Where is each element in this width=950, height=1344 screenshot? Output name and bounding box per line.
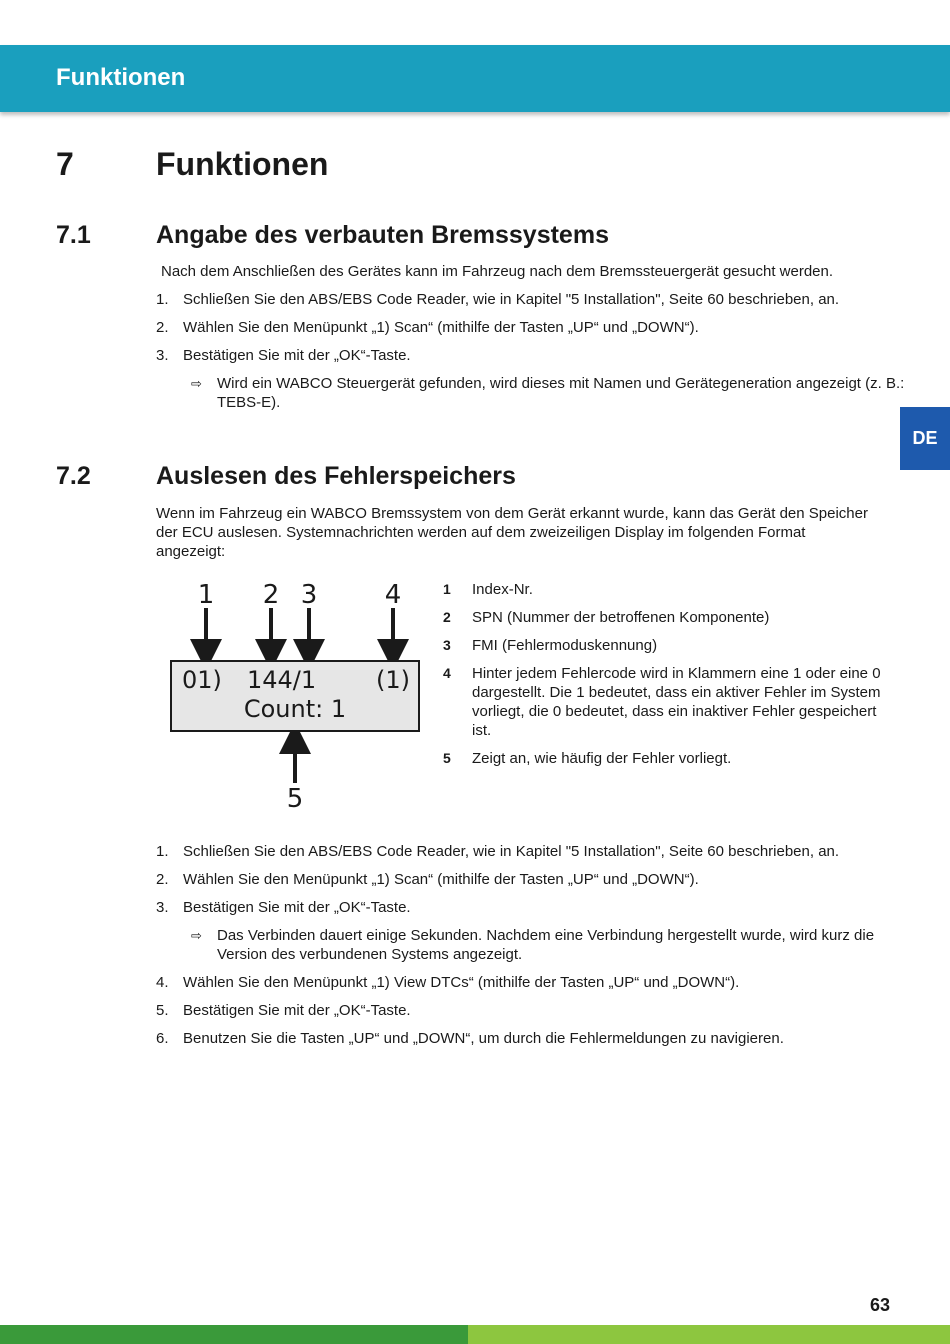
section2-title: Auslesen des Fehlerspeichers bbox=[156, 462, 516, 490]
list-item bbox=[156, 898, 886, 917]
chapter-title: Funktionen bbox=[156, 146, 329, 182]
legend-text: Index-Nr. bbox=[472, 581, 533, 598]
step-number: 1. bbox=[156, 843, 169, 860]
legend-text: Hinter jedem Fehlercode wird in Klammern eine 1 oder eine 0 dargestellt. Die 1 bedeutet, dass ein aktiver Fehler im System vorliegt, die 0 bedeutet, dass ein inaktiver Fehler gespeichert ist. bbox=[472, 665, 881, 739]
legend-number: 5 bbox=[443, 750, 451, 766]
step-number: 5. bbox=[156, 1002, 169, 1019]
legend-text: FMI (Fehlermoduskennung) bbox=[472, 637, 658, 654]
legend-item bbox=[443, 636, 888, 655]
legend-text: Zeigt an, wie häufig der Fehler vorliegt. bbox=[472, 750, 732, 767]
step-number: 2. bbox=[156, 319, 169, 336]
diagram-label-2: 2 bbox=[262, 580, 280, 610]
step-number: 1. bbox=[156, 291, 169, 308]
legend-item bbox=[443, 664, 888, 740]
legend-number: 3 bbox=[443, 637, 451, 653]
result-text: Das Verbinden dauert einige Sekunden. Nachdem eine Verbindung hergestellt wurde, wird kurz die Version des verbundenen Systems angezeigt. bbox=[217, 927, 875, 963]
diagram-legend bbox=[443, 580, 888, 777]
list-item bbox=[156, 973, 886, 992]
section2-intro: Wenn im Fahrzeug ein WABCO Bremssystem von dem Gerät erkannt wurde, kann das Gerät den Speicher der ECU auslesen. Systemnachrichten werden auf dem zweizeiligen Display im folgenden Format angezeigt: bbox=[156, 505, 868, 560]
list-item bbox=[156, 318, 886, 337]
diagram-label-5: 5 bbox=[286, 784, 304, 814]
diagram-label-4: 4 bbox=[384, 580, 402, 610]
display-index: 01) bbox=[182, 666, 222, 694]
step-number: 6. bbox=[156, 1030, 169, 1047]
result-arrow-icon: ⇨ bbox=[191, 376, 202, 391]
step-number: 3. bbox=[156, 899, 169, 916]
header-bar bbox=[0, 45, 950, 112]
page-number: 63 bbox=[870, 1295, 891, 1315]
step-text: Wählen Sie den Menüpunkt „1) View DTCs“ (mithilfe der Tasten „UP“ und „DOWN“). bbox=[183, 974, 740, 991]
step-text: Wählen Sie den Menüpunkt „1) Scan“ (mithilfe der Tasten „UP“ und „DOWN“). bbox=[183, 871, 699, 888]
display-count: Count: 1 bbox=[243, 695, 347, 723]
legend-item bbox=[443, 608, 888, 627]
language-tab[interactable]: DE bbox=[900, 407, 950, 470]
section1-title: Angabe des verbauten Bremssystems bbox=[156, 221, 609, 249]
display-code: 144/1 bbox=[247, 666, 317, 694]
result-arrow-icon: ⇨ bbox=[191, 928, 202, 943]
step-text: Bestätigen Sie mit der „OK“-Taste. bbox=[183, 899, 411, 916]
header-title: Funktionen bbox=[56, 64, 186, 91]
legend-number: 1 bbox=[443, 581, 451, 597]
step-text: Schließen Sie den ABS/EBS Code Reader, wie in Kapitel "5 Installation", Seite 60 beschrieben, an. bbox=[183, 843, 840, 860]
step-text: Benutzen Sie die Tasten „UP“ und „DOWN“, um durch die Fehlermeldungen zu navigieren. bbox=[183, 1030, 784, 1047]
section1-intro: Nach dem Anschließen des Gerätes kann im Fahrzeug nach dem Bremssteuergerät gesucht werden. bbox=[161, 263, 834, 280]
display-status: (1) bbox=[376, 666, 410, 694]
diagram-label-3: 3 bbox=[300, 580, 318, 610]
step-number: 2. bbox=[156, 871, 169, 888]
result-note bbox=[183, 374, 922, 412]
step-text: Bestätigen Sie mit der „OK“-Taste. bbox=[183, 1002, 411, 1019]
result-text: Wird ein WABCO Steuergerät gefunden, wird dieses mit Namen und Gerätegeneration angezeigt (z. B.: TEBS-E). bbox=[217, 375, 905, 411]
list-item bbox=[156, 1001, 886, 1020]
footer-bar-light bbox=[468, 1325, 950, 1344]
legend-number: 4 bbox=[443, 665, 451, 681]
legend-item bbox=[443, 580, 888, 599]
result-note bbox=[183, 926, 922, 964]
section1-steps bbox=[156, 290, 905, 421]
display-format-diagram bbox=[160, 575, 430, 815]
list-item bbox=[156, 290, 886, 309]
section2-number: 7.2 bbox=[56, 462, 91, 490]
diagram-label-1: 1 bbox=[197, 580, 215, 610]
step-number: 3. bbox=[156, 347, 169, 364]
legend-item bbox=[443, 749, 888, 768]
footer-bar-dark bbox=[0, 1325, 468, 1344]
legend-number: 2 bbox=[443, 609, 451, 625]
chapter-number: 7 bbox=[56, 146, 74, 182]
section2-steps bbox=[156, 842, 886, 1057]
step-text: Schließen Sie den ABS/EBS Code Reader, wie in Kapitel "5 Installation", Seite 60 beschrieben, an. bbox=[183, 291, 840, 308]
list-item bbox=[156, 1029, 886, 1048]
list-item bbox=[156, 870, 886, 889]
list-item bbox=[156, 842, 886, 861]
step-text: Bestätigen Sie mit der „OK“-Taste. bbox=[183, 347, 411, 364]
list-item bbox=[156, 346, 886, 365]
legend-text: SPN (Nummer der betroffenen Komponente) bbox=[472, 609, 770, 626]
step-number: 4. bbox=[156, 974, 169, 991]
step-text: Wählen Sie den Menüpunkt „1) Scan“ (mithilfe der Tasten „UP“ und „DOWN“). bbox=[183, 319, 699, 336]
section1-number: 7.1 bbox=[56, 221, 91, 249]
